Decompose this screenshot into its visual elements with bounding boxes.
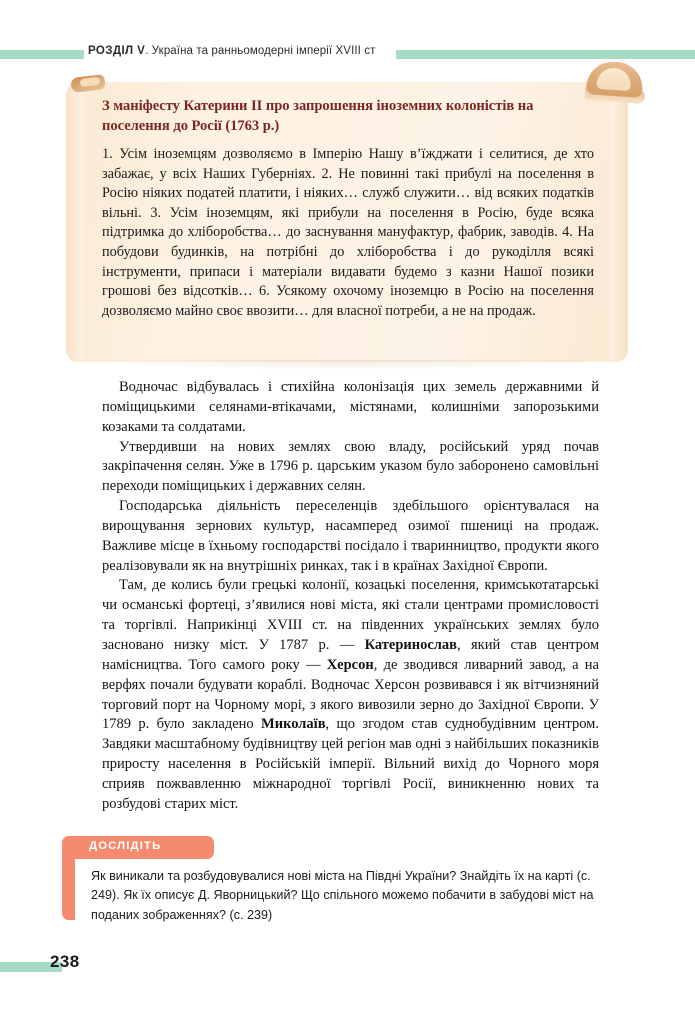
source-document-title: З маніфесту Катерини II про запрошення іноземних колоністів на поселення до Росії (1763 р.) (102, 98, 534, 134)
header-rule-right (396, 50, 695, 59)
scroll-roll-right (610, 82, 628, 362)
header-rule-left (0, 50, 84, 59)
body-text-run: Водночас відбувалась і стихійна колонізація цих земель державними й поміщицькими селянами-втікачами, містянами, колишніми запорозькими козаками та солдатами. (102, 379, 599, 435)
callout-question-text: Як виникали та розбудовувалися нові міста на Півдні України? Знайдіть їх на карті (с. 249). Як їх описує Д. Яворницький? Що спільного можемо побачити в забудові міст на поданих зображеннях? (с. 239) (91, 869, 594, 922)
scroll-drop-shadow (90, 360, 606, 370)
source-document-scroll (66, 74, 628, 362)
city-name-emphasis: Миколаїв (261, 716, 326, 733)
header-section-title: . Україна та ранньомодерні імперії XVIII ст (145, 45, 376, 57)
city-name-emphasis: Херсон (326, 656, 374, 673)
city-name-emphasis: Катеринослав (364, 636, 458, 653)
body-text-run: , де зводився ливарний завод, а на верфях почали будувати кораблі. Водночас Херсон розвивався і як вітчизняний торговий порт на Чорному морі, з якого вивозили зерно до Західної Європи. У 1789 р. було закладено (102, 656, 599, 733)
main-body-text (102, 378, 599, 815)
paragraph-agriculture (102, 497, 599, 576)
header-section-text (88, 45, 375, 57)
header-section-label: РОЗДІЛ V (88, 45, 146, 57)
paragraph-serfdom (102, 438, 599, 498)
source-document-text: 1. Усім іноземцям дозволяємо в Імперію Нашу в’їжджати і селитися, де хто забажає, у всіх Наших Губерніях. 2. Не повинні такі прибулі на поселення в Росію ніяких податей платити, і ніяких… служб служити… від всяких податків вільні. 3. Усім іноземцям, які прибули на поселення в Росію, буде всяка підтримка до хліборобства… до заснування мануфактур, фабрик, заводів. 4. На побудови будинків, на потрібні до хліборобства і до рукоділля всякі інструменти, припаси і матеріали видавати будемо з казни Нашої позики грошові без відсотків… 6. Усякому охочому іноземцю в Росію на поселення дозволяємо майно своє ввозити… для власної потреби, а не на продаж. (102, 146, 594, 319)
running-head (0, 45, 695, 63)
scroll-roll-left (66, 82, 86, 362)
paragraph-spontaneous-colonization (102, 378, 599, 438)
page-number: 238 (50, 952, 80, 971)
body-text-run: Утвердивши на нових землях свою владу, російський уряд почав закріпачення селян. Уже в 1796 р. царським указом було заборонено самовільні переходи поміщицьких і державних селян. (102, 438, 599, 495)
body-text-run: , що згодом став суднобудівним центром. Завдяки масштабному будівництву цей регіон мав одні з найбільших показників приросту населення в Російській імперії. Вільний вихід до Чорного моря сприяв пожвавленню міжнародної торгівлі Росії, виникненню нових та розбудові старих міст. (102, 716, 599, 812)
body-text-run: Господарська діяльність переселенців здебільшого орієнтувалася на вирощування зернових культур, насамперед озимої пшениці на продаж. Важливе місце в їхньому господарстві посідало і тваринництво, продукти якого реалізовували як на внутрішніх ринках, так і в країнах Західної Європи. (102, 498, 599, 574)
callout-tab-label: ДОСЛІДІТЬ (89, 840, 162, 852)
paragraph-new-cities (102, 576, 599, 814)
source-document-content (102, 96, 594, 321)
body-text-run: Там, де колись були грецькі колонії, козацькі поселення, кримськотатарські чи османські фортеці, з’явилися нові міста, які стали центрами промисловості та торгівлі. Наприкінці XVIII ст. на південних українських землях було засновано низку міст. У 1787 р. — (102, 577, 599, 653)
body-text-run: , який став центром намісництва. Того самого року — (102, 636, 599, 673)
